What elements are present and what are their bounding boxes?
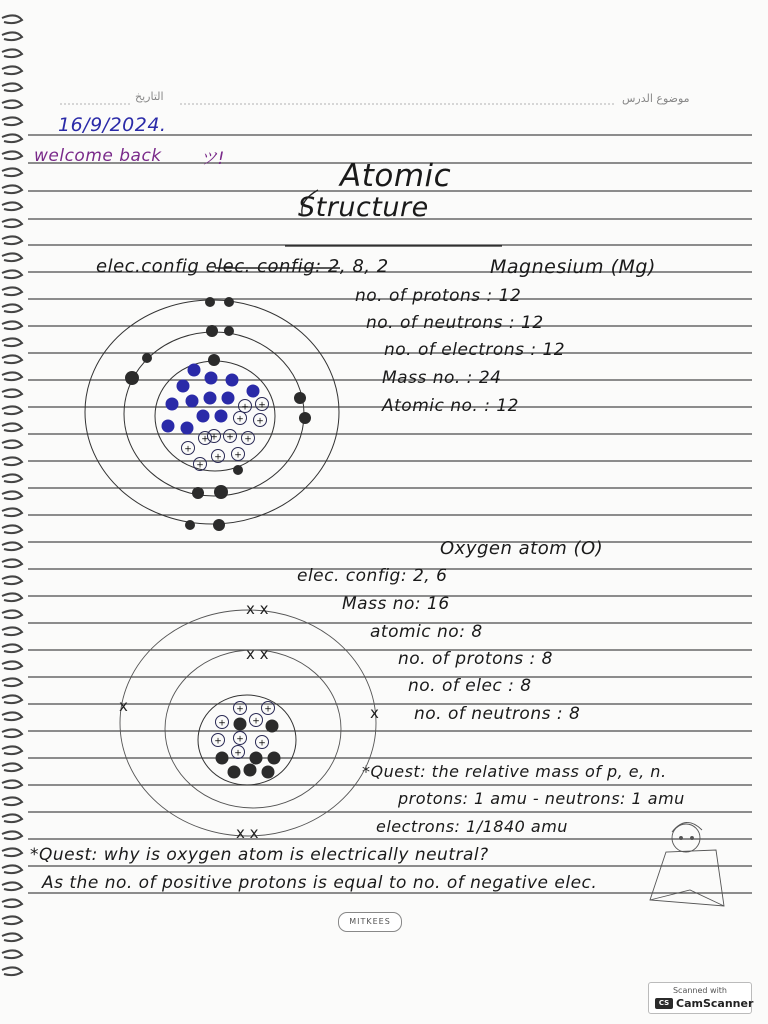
mg-config: elec.config elec. config: 2, 8, 2 (96, 256, 389, 277)
neutron-dot (262, 766, 275, 779)
neutron-dot (250, 752, 263, 765)
neutron-dot (234, 718, 247, 731)
title-line-2: Structure (298, 192, 429, 223)
neutron-dot (188, 364, 201, 377)
o-protons: no. of protons : 8 (398, 649, 554, 669)
svg-text:x: x (119, 697, 128, 715)
neutron-dot (268, 752, 281, 765)
o-electrons: no. of elec : 8 (408, 676, 532, 696)
o-name: Oxygen atom (O) (440, 538, 604, 559)
proton-plus: + (264, 704, 272, 715)
mg-neutrons: no. of neutrons : 12 (366, 313, 544, 333)
neutron-dot (215, 410, 228, 423)
proton-plus: + (236, 734, 244, 745)
lesson-label: موضوع الدرس (622, 92, 690, 105)
proton-plus: + (214, 736, 222, 747)
neutron-dot (266, 720, 279, 733)
mg-mass: Mass no. : 24 (382, 368, 502, 388)
magnesium-atom-diagram (85, 297, 339, 531)
o-mass: Mass no: 16 (342, 594, 450, 614)
neutron-dot (247, 385, 260, 398)
proton-plus: + (234, 450, 242, 461)
neutron-dot (226, 374, 239, 387)
neutron-dot (204, 392, 217, 405)
quest-2: *Quest: why is oxygen atom is electrically neutral? (30, 845, 489, 865)
svg-text:x x: x x (246, 645, 269, 663)
svg-text:x x: x x (236, 824, 259, 842)
o-atomic: atomic no: 8 (370, 622, 483, 642)
proton-plus: + (184, 444, 192, 455)
neutron-dot (166, 398, 179, 411)
neutron-dot (244, 764, 257, 777)
svg-text:x x: x x (246, 600, 269, 618)
proton-plus: + (236, 704, 244, 715)
o-neutrons: no. of neutrons : 8 (414, 704, 581, 724)
oxygen-atom-diagram (119, 600, 379, 842)
proton-plus: + (218, 718, 226, 729)
proton-plus: + (226, 432, 234, 443)
mg-electrons: no. of electrons : 12 (384, 340, 566, 360)
proton-plus: + (241, 402, 249, 413)
proton-plus: + (214, 452, 222, 463)
neutron-dot (162, 420, 175, 433)
neutron-dot (205, 372, 218, 385)
notebook-brand: MITKEES (338, 912, 402, 932)
neutron-dot (222, 392, 235, 405)
proton-plus: + (258, 400, 266, 411)
note-date: 16/9/2024. (58, 114, 167, 136)
camscanner-badge (648, 982, 752, 1014)
proton-plus: + (196, 460, 204, 471)
camscanner-name: CamScanner (676, 997, 754, 1010)
quest-1-line-3: electrons: 1/1840 amu (376, 817, 568, 836)
neutron-dot (197, 410, 210, 423)
date-label: التاريخ (135, 90, 164, 103)
greeting-exclaim: ツ! (200, 149, 225, 169)
svg-text:x: x (370, 704, 379, 722)
proton-plus: + (201, 434, 209, 445)
o-config: elec. config: 2, 6 (297, 566, 448, 586)
proton-plus: + (210, 432, 218, 443)
quest-1-line-2: protons: 1 amu - neutrons: 1 amu (398, 789, 685, 808)
scanned-with-text: Scanned with (672, 986, 728, 995)
proton-plus: + (258, 738, 266, 749)
neutron-dot (228, 766, 241, 779)
mg-protons: no. of protons : 12 (355, 286, 522, 306)
neutron-dot (177, 380, 190, 393)
neutron-dot (181, 422, 194, 435)
title-line-1: Atomic (340, 158, 452, 194)
mg-name: Magnesium (Mg) (490, 256, 656, 278)
proton-plus: + (252, 716, 260, 727)
greeting-text: welcome back (34, 146, 162, 166)
cartoon-doodle (650, 822, 724, 906)
proton-plus: + (234, 748, 242, 759)
proton-plus: + (236, 414, 244, 425)
neutron-dot (186, 395, 199, 408)
neutron-dot (216, 752, 229, 765)
proton-plus: + (256, 416, 264, 427)
camscanner-logo-icon: CS (655, 998, 673, 1009)
quest-1: *Quest: the relative mass of p, e, n. (362, 762, 667, 781)
mg-atomic: Atomic no. : 12 (382, 396, 519, 416)
proton-plus: + (244, 434, 252, 445)
quest-2-answer: As the no. of positive protons is equal to no. of negative elec. (42, 873, 598, 893)
